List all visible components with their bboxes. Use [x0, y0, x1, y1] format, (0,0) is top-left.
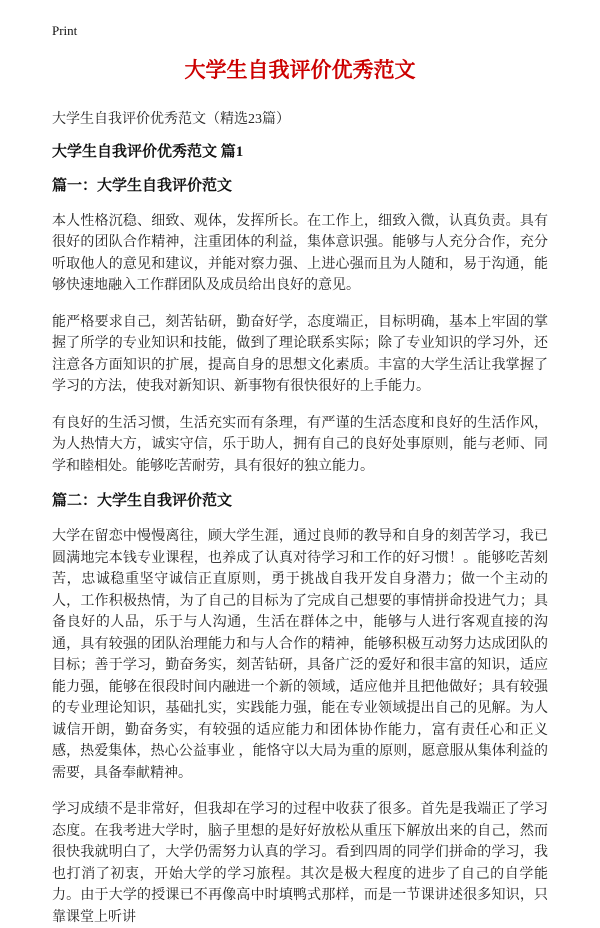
essay-two-paragraph-1: 大学在留恋中慢慢离往，顾大学生涯，通过良师的教导和自身的刻苦学习，我已圆满地完本钱专业课程，也养成了认真对待学习和工作的好习惯！。能够吃苦刻苦，忠诚稳重坚守诚信正直原则，勇于挑战自我开发自身潜力；做一个主动的人，工作积极热情，为了自己的目标为了完成自己想要的事情拼命投进气力；具备良好的人品，乐于与人沟通，生活在群体之中，能够与人进行客观直接的沟通，具有较强的团队治理能力和与人合作的精神，能够积极互动努力达成团队的目标；善于学习，勤奋务实，刻苦钻研，具备广泛的爱好和很丰富的知识，适应能力强，能够在很段时间内融进一个新的领域，适应他并且把他做好；具有较强的专业理论知识，基础扎实，实践能力强，能在专业领域提出自己的见解。为人诚信开朗，勤奋务实，有较强的适应能力和团体协作能力，富有责任心和正义感，热爱集体，热心公益事业 ，能恪守以大局为重的原则，愿意服从集体利益的需要，具备奉献精神。 — [52, 529, 548, 781]
doc-subtitle: 大学生自我评价优秀范文（精选23篇） — [52, 112, 290, 128]
essay-one-heading: 篇一：大学生自我评价范文 — [52, 178, 233, 195]
essay-one-paragraph-1: 本人性格沉稳、细致、观体，发挥所长。在工作上，细致入微，认真负责。具有很好的团队合作精神，注重团体的利益，集体意识强。能够与人充分合作，充分听取他人的意见和建议，并能对察力强、上进心强而且为人随和，易于沟通，能够快速地融入工作群团队及成员给出良好的意见。 — [52, 213, 548, 294]
essay-one-paragraph-3: 有良好的生活习惯，生活充实而有条理，有严谨的生活态度和良好的生活作风，为人热情大方，诚实守信，乐于助人，拥有自己的良好处事原则，能与老师、同学和睦相处。能够吃苦耐劳，具有很好的独立能力。 — [52, 415, 548, 474]
essay-one-paragraph-2: 能严格要求自己，刻苦钻研，勤奋好学，态度端正，目标明确，基本上牢固的掌握了所学的专业知识和技能，做到了理论联系实际；除了专业知识的学习外，还注意各方面知识的扩展，提高自身的思想文化素质。丰富的大学生活让我掌握了学习的方法，使我对新知识、新事物有很快很好的上手能力。 — [52, 314, 548, 395]
essay-two-paragraph-2: 学习成绩不是非常好，但我却在学习的过程中收获了很多。首先是我端正了学习态度。在我考进大学时，脑子里想的是好好放松从重压下解放出来的自己，然而很快我就明白了，大学仍需努力认真的学习。看到四周的同学们拼命的学习，我也打消了初衷，开始大学的学习旅程。其次是极大程度的进步了自己的自学能力。由于大学的授课已不再像高中时填鸭式那样，而是一节课讲述很多知识，只靠课堂上听讲 — [52, 802, 548, 925]
print-button[interactable]: Print — [52, 23, 78, 38]
section-heading-essay-1: 大学生自我评价优秀范文 篇1 — [52, 144, 244, 161]
page-title: 大学生自我评价优秀范文 — [184, 58, 416, 82]
essay-two-heading: 篇二：大学生自我评价范文 — [52, 493, 233, 510]
